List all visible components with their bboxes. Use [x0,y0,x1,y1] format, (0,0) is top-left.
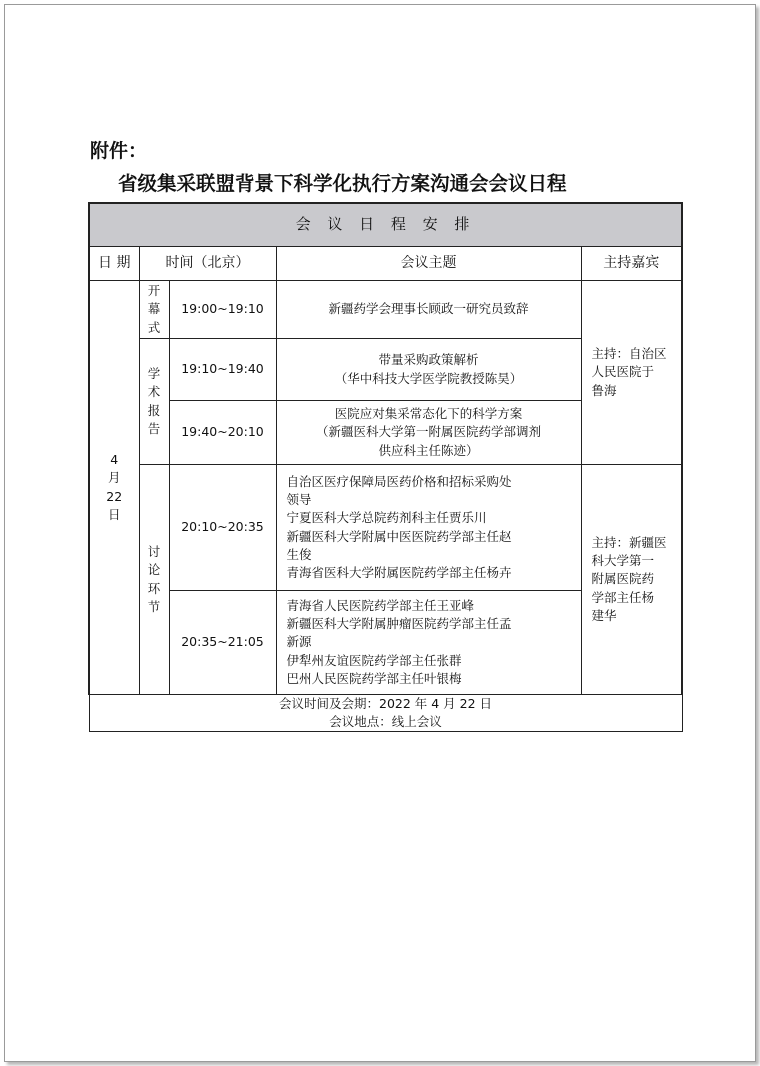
topic-line: 医院应对集采常态化下的科学方案 [334,406,523,422]
label-char: 报 [147,402,161,418]
schedule-table [88,202,683,732]
host-line: 科大学第一 [591,553,655,569]
topic-line: 生俊 [286,546,312,562]
label-char: 术 [147,384,161,400]
time-academic-1: 19:10~19:40 [169,339,276,401]
topic-line: 带量采购政策解析 [378,352,479,368]
session-label-opening [139,281,169,339]
date-month-num: 4 [110,452,119,468]
host-line: 主持：自治区 [591,346,667,362]
label-char: 讨 [147,544,161,560]
session-label-academic [139,339,169,465]
header-host: 主持嘉宾 [581,247,682,281]
label-char: 环 [147,580,161,596]
label-char: 式 [147,319,161,335]
label-char: 学 [147,366,161,382]
host-line: 学部主任杨 [591,589,655,605]
date-cell [89,281,139,695]
date-day-num: 22 [106,488,123,504]
schedule-banner: 会 议 日 程 安 排 [89,203,682,247]
topic-line: （华中科技大学医学院教授陈昊） [334,370,523,386]
label-char: 节 [147,598,161,614]
host-line: 鲁海 [591,382,617,398]
schedule-footer [89,695,682,732]
meeting-time: 会议时间及会期：2022 年 4 月 22 日 [279,696,493,711]
host-line: 人民医院于 [591,364,655,380]
meeting-place: 会议地点：线上会议 [329,714,442,730]
topic-discussion-1 [276,465,581,591]
host-line: 主持：新疆医 [591,535,667,551]
attachment-label: 附件： [90,140,148,162]
topic-line: 宁夏医科大学总院药剂科主任贾乐川 [286,510,487,526]
topic-line: 伊犁州友谊医院药学部主任张群 [286,652,462,668]
topic-line: 巴州人民医院药学部主任叶银梅 [286,670,462,686]
topic-line: 青海省医科大学附属医院药学部主任杨卉 [286,564,512,580]
date-day: 日 [107,506,121,522]
topic-line: 供应科主任陈迹） [378,442,479,458]
time-opening: 19:00~19:10 [169,281,276,339]
time-discussion-1: 20:10~20:35 [169,465,276,591]
date-month: 月 [107,470,121,486]
topic-opening: 新疆药学会理事长顾政一研究员致辞 [276,281,581,339]
time-academic-2: 19:40~20:10 [169,401,276,465]
session-label-discussion [139,465,169,695]
header-date: 日 期 [89,247,139,281]
topic-line: （新疆医科大学第一附属医院药学部调剂 [315,424,541,440]
topic-line: 青海省人民医院药学部主任王亚峰 [286,598,475,614]
topic-line: 自治区医疗保障局医药价格和招标采购处 [286,474,512,490]
host-2 [581,465,682,695]
document-title: 省级集采联盟背景下科学化执行方案沟通会会议日程 [118,172,567,195]
host-1 [581,281,682,465]
time-discussion-2: 20:35~21:05 [169,591,276,695]
label-char: 论 [147,562,161,578]
topic-academic-2 [276,401,581,465]
topic-discussion-2 [276,591,581,695]
topic-academic-1 [276,339,581,401]
header-time: 时间（北京） [139,247,276,281]
topic-line: 新疆医科大学附属肿瘤医院药学部主任孟 [286,616,512,632]
label-char: 幕 [147,301,161,317]
label-char: 开 [147,283,161,299]
host-line: 附属医院药 [591,571,655,587]
header-topic: 会议主题 [276,247,581,281]
label-char: 告 [147,420,161,436]
topic-line: 新疆医科大学附属中医医院药学部主任赵 [286,528,512,544]
topic-line: 新源 [286,634,312,650]
host-line: 建华 [591,607,617,623]
topic-line: 领导 [286,492,312,508]
